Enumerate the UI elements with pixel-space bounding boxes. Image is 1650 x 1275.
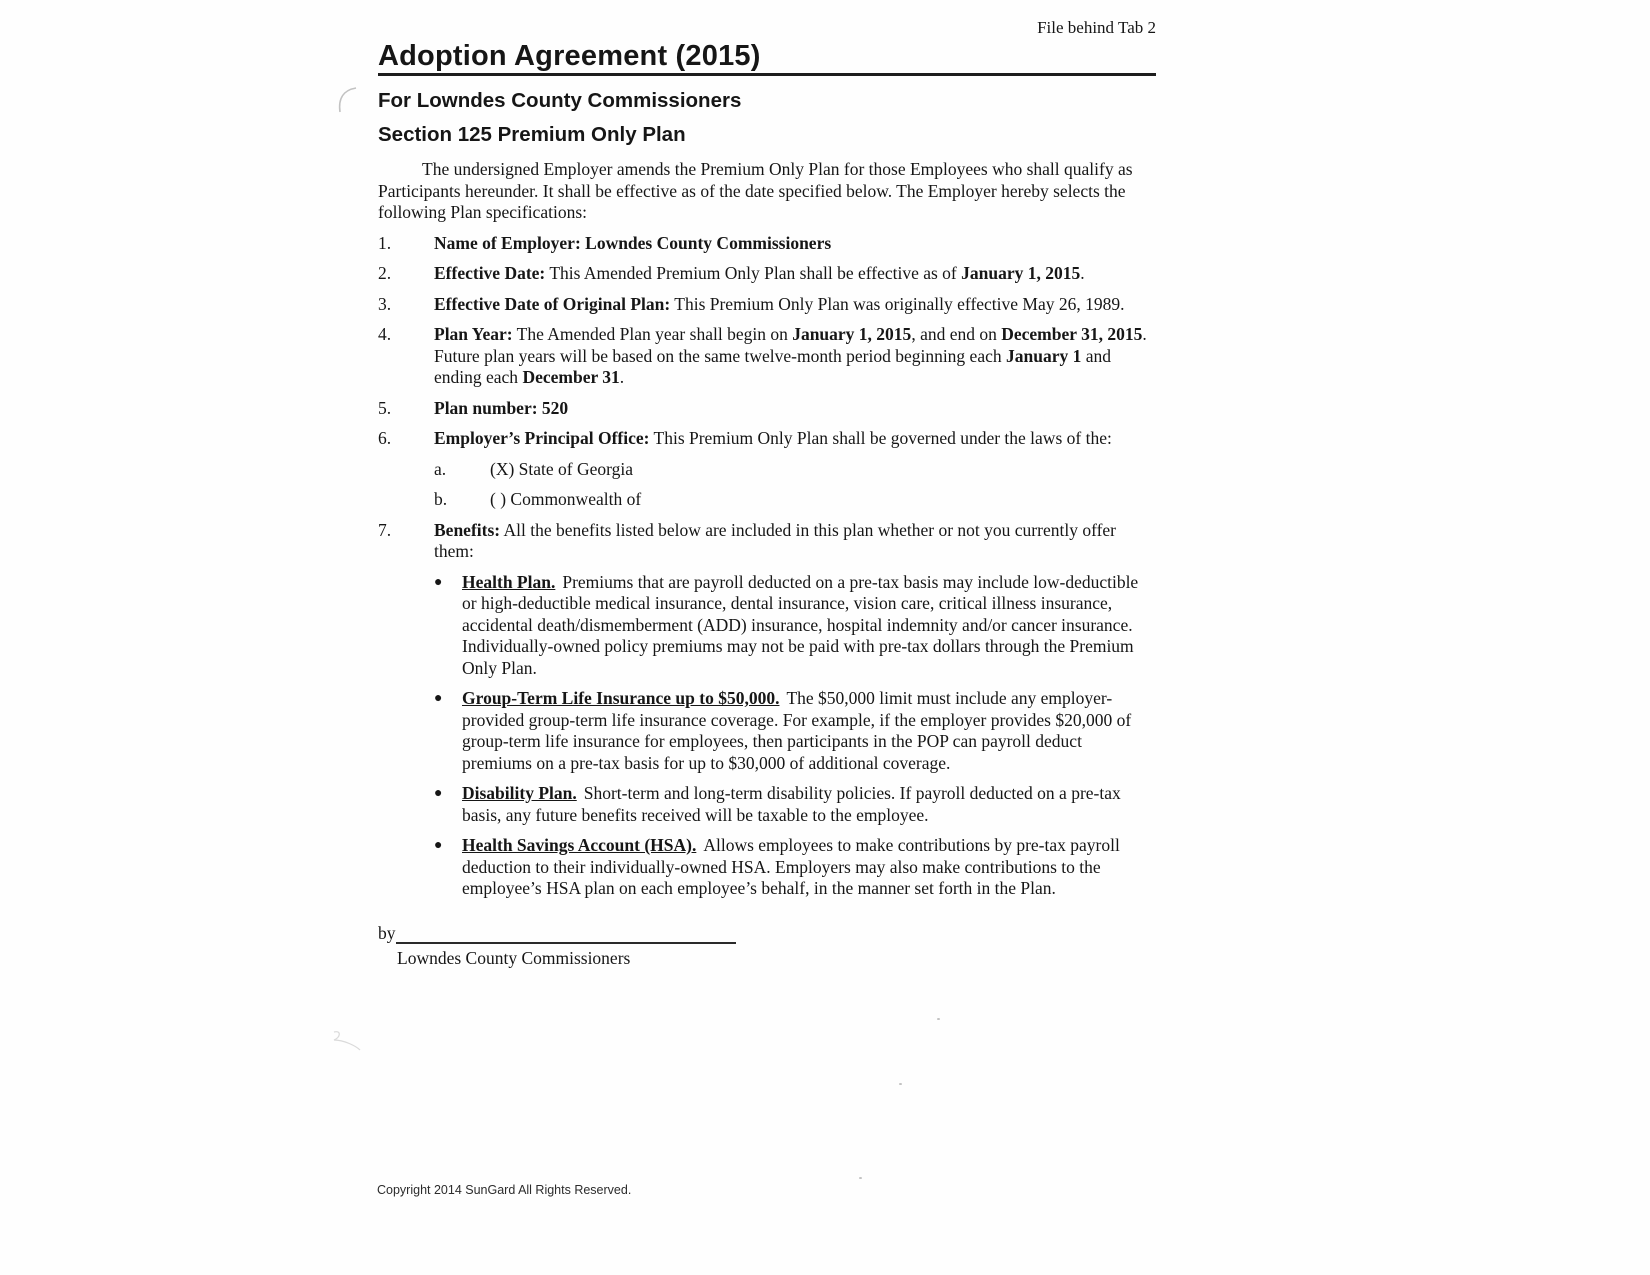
scan-speck — [899, 1083, 902, 1085]
item-text — [434, 398, 1156, 420]
document-content — [378, 0, 1156, 969]
document-subtitle-for: For Lowndes County Commissioners — [378, 89, 742, 112]
benefit-body-text: The $50,000 limit must include any employer-provided group-term life insurance coverage. For example, if the employer provides $20,000 of group-term life insurance for employees, then participants in the POP can payroll deduct premiums on a pre-tax basis for up to $30,000 of additional coverage. — [462, 688, 1132, 773]
text-run: Plan Year: — [434, 324, 513, 344]
list-item — [378, 428, 1156, 450]
item-text — [434, 233, 1156, 255]
signature-line — [396, 922, 736, 944]
bullet-icon: ● — [434, 786, 443, 801]
text-run: Effective Date: — [434, 263, 546, 283]
item-number: 1. — [378, 232, 392, 253]
text-run: This Premium Only Plan shall be governed under the laws of the: — [649, 428, 1112, 448]
benefit-heading: Health Plan. — [462, 571, 556, 592]
benefit-heading: Group-Term Life Insurance up to $50,000. — [462, 688, 780, 708]
scan-speck — [937, 1018, 940, 1020]
benefit-body-text: Allows employees to make contributions by pre-tax payroll deduction to their individually-owned HSA. Employers may also make contributions to the employee’s HSA plan on each employee’s behalf, in the manner set forth in the Plan. — [462, 835, 1120, 898]
list-item — [378, 294, 1156, 316]
text-run: All the benefits listed below are included in this plan whether or not you currently offer them: — [434, 519, 1117, 561]
text-run: The Amended Plan year shall begin on — [512, 324, 793, 344]
scan-artifact-smudge — [330, 1028, 364, 1054]
benefit-text — [462, 688, 1156, 774]
item-text — [434, 294, 1156, 316]
list-item — [378, 520, 1156, 563]
bullet-icon: ● — [434, 574, 443, 590]
text-run: and ending each — [434, 345, 1112, 387]
text-run: . — [1080, 263, 1085, 283]
benefit-text — [462, 835, 1156, 900]
numbered-list — [378, 233, 1156, 900]
text-run: This Amended Premium Only Plan shall be effective as of — [545, 263, 962, 283]
corner-note: File behind Tab 2 — [1037, 18, 1156, 37]
copyright-notice: Copyright 2014 SunGard All Rights Reserved. — [377, 1183, 632, 1197]
benefit-bullet — [434, 783, 1156, 826]
text-run: January 1 — [1006, 345, 1082, 366]
text-run: . — [619, 367, 625, 387]
list-item — [378, 233, 1156, 255]
sub-item-letter: b. — [434, 489, 448, 509]
document-title: Adoption Agreement (2015) — [378, 40, 1156, 76]
item-number: 3. — [378, 293, 392, 314]
scan-speck — [859, 1177, 862, 1179]
text-run: Employer’s Principal Office: — [434, 428, 650, 448]
bullet-icon: ● — [434, 838, 443, 853]
benefit-bullet — [434, 572, 1156, 680]
text-run: . Future plan years will be based on the same twelve-month period beginning each — [434, 324, 1147, 366]
signature-label: Lowndes County Commissioners — [397, 947, 631, 968]
benefit-body-text: Short-term and long-term disability policies. If payroll deducted on a pre-tax basis, any future benefits received will be taxable to the employee. — [462, 783, 1121, 825]
signature-prefix: by — [378, 922, 396, 943]
text-run: Plan number: 520 — [434, 397, 569, 418]
text-run: January 1, 2015 — [961, 263, 1081, 283]
text-run: Name of Employer: Lowndes County Commissioners — [434, 232, 832, 253]
document-subtitle-section: Section 125 Premium Only Plan — [378, 123, 686, 146]
benefit-text — [462, 572, 1156, 680]
list-item — [378, 263, 1156, 285]
sub-item-text: ( ) Commonwealth of — [490, 489, 642, 509]
sub-item-text: (X) State of Georgia — [490, 458, 634, 479]
item-text — [434, 520, 1156, 563]
benefit-bullet — [434, 688, 1156, 774]
text-run: December 31, 2015 — [1001, 324, 1143, 344]
bullet-icon: ● — [434, 691, 443, 706]
benefit-heading: Disability Plan. — [462, 783, 577, 803]
item-number: 6. — [378, 428, 392, 448]
benefit-body-text: Premiums that are payroll deducted on a pre-tax basis may include low-deductible or high-deductible medical insurance, dental insurance, vision care, critical illness insurance, accidental death/dismemberment (ADD) insurance, hospital indemnity and/or cancer insurance. Individually-owned policy premiums may not be paid with pre-tax dollars through the Premium Only Plan. — [462, 571, 1139, 678]
text-run: Effective Date of Original Plan: — [434, 293, 671, 314]
text-run: January 1, 2015 — [792, 324, 912, 344]
benefit-text — [462, 783, 1156, 826]
list-item — [378, 398, 1156, 420]
sub-item-letter: a. — [434, 458, 447, 479]
item-number: 2. — [378, 263, 392, 283]
sub-item — [434, 489, 1156, 511]
benefit-bullet — [434, 835, 1156, 900]
signature-block — [378, 922, 1156, 969]
text-run: December 31 — [522, 367, 620, 387]
item-number: 4. — [378, 324, 392, 344]
item-number: 7. — [378, 519, 392, 540]
sub-item — [434, 459, 1156, 481]
text-run: , and end on — [911, 324, 1002, 344]
text-run: Benefits: — [434, 519, 501, 540]
text-run: This Premium Only Plan was originally effective May 26, 1989. — [670, 293, 1125, 314]
intro-paragraph: The undersigned Employer amends the Premium Only Plan for those Employees who shall qualify as Participants hereunder. It shall be effective as of the date specified below. The Employer hereby selects the following Plan specifications: — [378, 159, 1133, 222]
item-text — [434, 428, 1156, 450]
item-number: 5. — [378, 397, 392, 418]
item-text — [434, 263, 1156, 285]
list-item — [378, 324, 1156, 389]
scan-artifact-pen-arc — [334, 84, 360, 116]
item-text — [434, 324, 1156, 389]
benefit-heading: Health Savings Account (HSA). — [462, 835, 697, 855]
